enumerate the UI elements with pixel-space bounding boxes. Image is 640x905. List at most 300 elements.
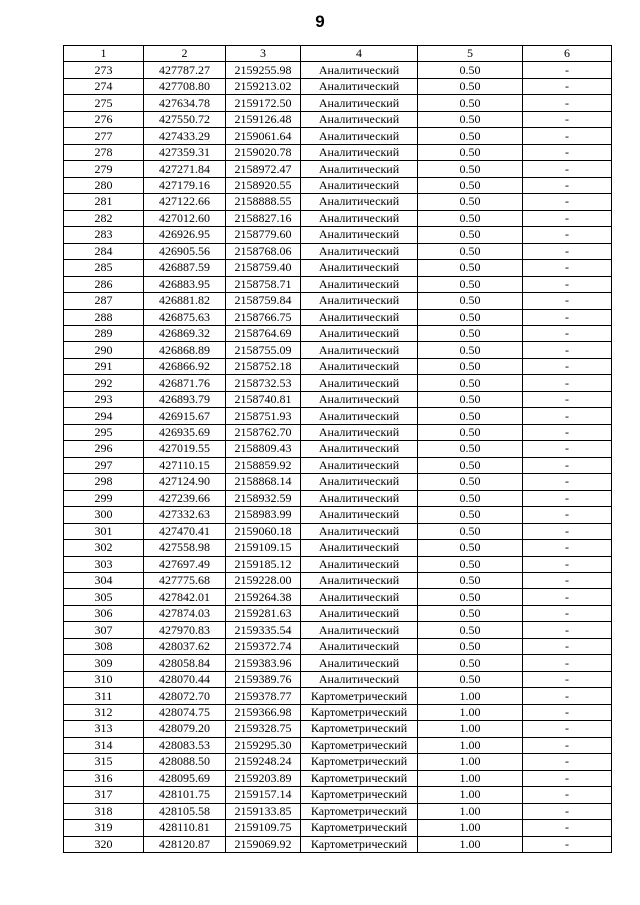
table-cell: - xyxy=(523,820,612,836)
table-cell: 0.50 xyxy=(418,78,523,94)
table-cell: - xyxy=(523,457,612,473)
table-cell: 0.50 xyxy=(418,210,523,226)
table-row xyxy=(64,770,612,786)
table-row xyxy=(64,95,612,111)
table-cell: Аналитический xyxy=(301,358,418,374)
table-cell: - xyxy=(523,227,612,243)
table-row xyxy=(64,177,612,193)
table-cell: Аналитический xyxy=(301,424,418,440)
table-cell: 428110.81 xyxy=(144,820,226,836)
table-cell: 427271.84 xyxy=(144,161,226,177)
table-cell: - xyxy=(523,803,612,819)
table-cell: Картометрический xyxy=(301,754,418,770)
table-cell: 427332.63 xyxy=(144,507,226,523)
table-cell: 2159389.76 xyxy=(226,671,301,687)
table-cell: 2159372.74 xyxy=(226,638,301,654)
table-cell: - xyxy=(523,737,612,753)
table-cell: Аналитический xyxy=(301,605,418,621)
table-cell: 0.50 xyxy=(418,227,523,243)
table-cell: - xyxy=(523,111,612,127)
table-cell: 428083.53 xyxy=(144,737,226,753)
table-body xyxy=(64,62,612,853)
table-cell: 427239.66 xyxy=(144,490,226,506)
column-header: 3 xyxy=(226,46,301,62)
table-cell: 303 xyxy=(64,556,144,572)
table-cell: 0.50 xyxy=(418,589,523,605)
table-cell: 426905.56 xyxy=(144,243,226,259)
table-row xyxy=(64,309,612,325)
table-cell: 2158809.43 xyxy=(226,441,301,457)
table-cell: 295 xyxy=(64,424,144,440)
table-cell: 0.50 xyxy=(418,540,523,556)
table-cell: 2158888.55 xyxy=(226,194,301,210)
table-cell: - xyxy=(523,573,612,589)
table-cell: 2158932.59 xyxy=(226,490,301,506)
table-cell: 426887.59 xyxy=(144,260,226,276)
table-cell: 0.50 xyxy=(418,309,523,325)
table-row xyxy=(64,424,612,440)
table-cell: 428120.87 xyxy=(144,836,226,852)
table-row xyxy=(64,622,612,638)
table-row xyxy=(64,391,612,407)
table-cell: 0.50 xyxy=(418,194,523,210)
table-cell: 2158758.71 xyxy=(226,276,301,292)
table-cell: 2159213.02 xyxy=(226,78,301,94)
table-cell: - xyxy=(523,293,612,309)
table-row xyxy=(64,276,612,292)
table-cell: 2158752.18 xyxy=(226,358,301,374)
table-row xyxy=(64,210,612,226)
table-cell: 426893.79 xyxy=(144,391,226,407)
table-cell: Аналитический xyxy=(301,78,418,94)
table-cell: Аналитический xyxy=(301,490,418,506)
table-cell: - xyxy=(523,144,612,160)
table-cell: 0.50 xyxy=(418,573,523,589)
table-cell: 2159109.15 xyxy=(226,540,301,556)
table-cell: 276 xyxy=(64,111,144,127)
table-cell: 2159069.92 xyxy=(226,836,301,852)
table-cell: 281 xyxy=(64,194,144,210)
table-cell: 2159109.75 xyxy=(226,820,301,836)
table-cell: Картометрический xyxy=(301,688,418,704)
table-cell: 2158755.09 xyxy=(226,342,301,358)
table-cell: Аналитический xyxy=(301,671,418,687)
table-cell: 279 xyxy=(64,161,144,177)
table-cell: Картометрический xyxy=(301,770,418,786)
table-cell: 426875.63 xyxy=(144,309,226,325)
table-cell: Аналитический xyxy=(301,474,418,490)
table-cell: 2158920.55 xyxy=(226,177,301,193)
table-cell: 0.50 xyxy=(418,128,523,144)
table-row xyxy=(64,803,612,819)
column-header: 5 xyxy=(418,46,523,62)
table-cell: 427179.16 xyxy=(144,177,226,193)
table-row xyxy=(64,78,612,94)
table-cell: 2158732.53 xyxy=(226,375,301,391)
table-cell: 427874.03 xyxy=(144,605,226,621)
table-cell: - xyxy=(523,655,612,671)
table-cell: 2159126.48 xyxy=(226,111,301,127)
table-cell: 2158766.75 xyxy=(226,309,301,325)
table-cell: 317 xyxy=(64,787,144,803)
table-cell: Аналитический xyxy=(301,111,418,127)
table-cell: 2158779.60 xyxy=(226,227,301,243)
table-cell: 427470.41 xyxy=(144,523,226,539)
table-cell: Аналитический xyxy=(301,227,418,243)
table-cell: - xyxy=(523,78,612,94)
table-cell: - xyxy=(523,474,612,490)
table-cell: 0.50 xyxy=(418,95,523,111)
table-cell: Аналитический xyxy=(301,309,418,325)
table-cell: 0.50 xyxy=(418,655,523,671)
table-cell: Аналитический xyxy=(301,507,418,523)
table-cell: 296 xyxy=(64,441,144,457)
table-cell: 428095.69 xyxy=(144,770,226,786)
table-row xyxy=(64,820,612,836)
table-cell: 427970.83 xyxy=(144,622,226,638)
table-cell: 1.00 xyxy=(418,737,523,753)
table-cell: 274 xyxy=(64,78,144,94)
table-cell: 288 xyxy=(64,309,144,325)
table-cell: 427775.68 xyxy=(144,573,226,589)
table-cell: 427842.01 xyxy=(144,589,226,605)
table-cell: 309 xyxy=(64,655,144,671)
table-cell: - xyxy=(523,556,612,572)
table-cell: 294 xyxy=(64,408,144,424)
table-cell: - xyxy=(523,622,612,638)
table-cell: - xyxy=(523,754,612,770)
table-cell: - xyxy=(523,721,612,737)
table-cell: 0.50 xyxy=(418,556,523,572)
table-cell: 289 xyxy=(64,325,144,341)
table-cell: 2159203.89 xyxy=(226,770,301,786)
table-cell: - xyxy=(523,704,612,720)
table-cell: - xyxy=(523,770,612,786)
table-cell: 299 xyxy=(64,490,144,506)
table-row xyxy=(64,227,612,243)
table-cell: 0.50 xyxy=(418,358,523,374)
table-cell: 306 xyxy=(64,605,144,621)
table-cell: 2159378.77 xyxy=(226,688,301,704)
table-cell: 0.50 xyxy=(418,622,523,638)
table-cell: - xyxy=(523,787,612,803)
coordinates-table xyxy=(63,45,612,853)
table-cell: 426935.69 xyxy=(144,424,226,440)
table-row xyxy=(64,688,612,704)
table-row xyxy=(64,721,612,737)
table-cell: Картометрический xyxy=(301,704,418,720)
table-row xyxy=(64,457,612,473)
table-cell: 2159295.30 xyxy=(226,737,301,753)
table-cell: 0.50 xyxy=(418,474,523,490)
table-cell: 426869.32 xyxy=(144,325,226,341)
table-cell: Аналитический xyxy=(301,260,418,276)
table-cell: 286 xyxy=(64,276,144,292)
table-cell: Аналитический xyxy=(301,144,418,160)
table-cell: 1.00 xyxy=(418,803,523,819)
table-cell: 427708.80 xyxy=(144,78,226,94)
column-header: 1 xyxy=(64,46,144,62)
table-cell: 427110.15 xyxy=(144,457,226,473)
table-cell: 0.50 xyxy=(418,441,523,457)
table-cell: - xyxy=(523,342,612,358)
table-cell: Аналитический xyxy=(301,589,418,605)
table-cell: 1.00 xyxy=(418,836,523,852)
table-cell: 2159185.12 xyxy=(226,556,301,572)
table-cell: 427433.29 xyxy=(144,128,226,144)
table-cell: 291 xyxy=(64,358,144,374)
table-cell: 0.50 xyxy=(418,260,523,276)
table-cell: - xyxy=(523,424,612,440)
table-cell: Аналитический xyxy=(301,243,418,259)
table-cell: Аналитический xyxy=(301,375,418,391)
table-cell: 2158827.16 xyxy=(226,210,301,226)
table-cell: 426926.95 xyxy=(144,227,226,243)
table-row xyxy=(64,655,612,671)
table-cell: 2159255.98 xyxy=(226,62,301,78)
table-cell: 298 xyxy=(64,474,144,490)
table-cell: 318 xyxy=(64,803,144,819)
table-cell: 2159060.18 xyxy=(226,523,301,539)
table-cell: 426883.95 xyxy=(144,276,226,292)
table-cell: 314 xyxy=(64,737,144,753)
table-cell: - xyxy=(523,210,612,226)
table-cell: Аналитический xyxy=(301,457,418,473)
table-cell: 2158972.47 xyxy=(226,161,301,177)
table-row xyxy=(64,671,612,687)
table-cell: 320 xyxy=(64,836,144,852)
table-cell: 302 xyxy=(64,540,144,556)
table-cell: 2158740.81 xyxy=(226,391,301,407)
table-cell: Аналитический xyxy=(301,161,418,177)
table-cell: 316 xyxy=(64,770,144,786)
table-cell: 427359.31 xyxy=(144,144,226,160)
table-cell: 0.50 xyxy=(418,144,523,160)
table-row xyxy=(64,556,612,572)
table-row xyxy=(64,507,612,523)
table-cell: - xyxy=(523,688,612,704)
table-cell: 0.50 xyxy=(418,161,523,177)
table-cell: - xyxy=(523,490,612,506)
table-cell: 2159133.85 xyxy=(226,803,301,819)
table-cell: 2159172.50 xyxy=(226,95,301,111)
table-cell: Аналитический xyxy=(301,128,418,144)
table-cell: 1.00 xyxy=(418,754,523,770)
table-cell: 319 xyxy=(64,820,144,836)
table-cell: 0.50 xyxy=(418,507,523,523)
table-cell: - xyxy=(523,95,612,111)
table-cell: - xyxy=(523,441,612,457)
table-cell: 2159248.24 xyxy=(226,754,301,770)
table-cell: 2158759.84 xyxy=(226,293,301,309)
table-cell: - xyxy=(523,276,612,292)
table-cell: 2159383.96 xyxy=(226,655,301,671)
table-cell: 427550.72 xyxy=(144,111,226,127)
table-cell: 2159264.38 xyxy=(226,589,301,605)
table-cell: - xyxy=(523,325,612,341)
table-cell: 2159328.75 xyxy=(226,721,301,737)
table-cell: 427634.78 xyxy=(144,95,226,111)
table-cell: 427697.49 xyxy=(144,556,226,572)
table-cell: 305 xyxy=(64,589,144,605)
table-cell: Картометрический xyxy=(301,721,418,737)
table-cell: 1.00 xyxy=(418,704,523,720)
table-cell: Картометрический xyxy=(301,787,418,803)
table-row xyxy=(64,293,612,309)
table-cell: - xyxy=(523,128,612,144)
table-row xyxy=(64,523,612,539)
table-cell: 308 xyxy=(64,638,144,654)
table-cell: - xyxy=(523,589,612,605)
table-cell: 427558.98 xyxy=(144,540,226,556)
table-cell: 427124.90 xyxy=(144,474,226,490)
table-cell: 282 xyxy=(64,210,144,226)
column-header: 4 xyxy=(301,46,418,62)
table-row xyxy=(64,325,612,341)
table-cell: 2158859.92 xyxy=(226,457,301,473)
table-cell: Картометрический xyxy=(301,737,418,753)
table-row xyxy=(64,128,612,144)
table-cell: 0.50 xyxy=(418,605,523,621)
table-cell: 428072.70 xyxy=(144,688,226,704)
table-cell: 2158768.06 xyxy=(226,243,301,259)
table-cell: 273 xyxy=(64,62,144,78)
table-cell: 290 xyxy=(64,342,144,358)
table-cell: 427019.55 xyxy=(144,441,226,457)
table-cell: Аналитический xyxy=(301,573,418,589)
table-cell: 0.50 xyxy=(418,293,523,309)
table-cell: 292 xyxy=(64,375,144,391)
table-cell: - xyxy=(523,540,612,556)
table-cell: Картометрический xyxy=(301,836,418,852)
table-cell: 426866.92 xyxy=(144,358,226,374)
table-row xyxy=(64,754,612,770)
table-cell: Аналитический xyxy=(301,276,418,292)
table-cell: 428074.75 xyxy=(144,704,226,720)
table-cell: 0.50 xyxy=(418,243,523,259)
table-row xyxy=(64,358,612,374)
table-row xyxy=(64,573,612,589)
table-cell: 2159335.54 xyxy=(226,622,301,638)
table-cell: Аналитический xyxy=(301,540,418,556)
table-cell: - xyxy=(523,671,612,687)
table-cell: 1.00 xyxy=(418,721,523,737)
table-cell: 2159061.64 xyxy=(226,128,301,144)
table-cell: 428058.84 xyxy=(144,655,226,671)
table-cell: - xyxy=(523,375,612,391)
table-row xyxy=(64,260,612,276)
table-row xyxy=(64,474,612,490)
table-cell: 428105.58 xyxy=(144,803,226,819)
table-cell: Аналитический xyxy=(301,325,418,341)
table-row xyxy=(64,111,612,127)
table-row xyxy=(64,144,612,160)
table-cell: Аналитический xyxy=(301,293,418,309)
table-cell: 307 xyxy=(64,622,144,638)
table-row xyxy=(64,375,612,391)
table-cell: 2159366.98 xyxy=(226,704,301,720)
table-cell: 0.50 xyxy=(418,408,523,424)
table-cell: - xyxy=(523,605,612,621)
table-cell: 426915.67 xyxy=(144,408,226,424)
table-cell: 2159281.63 xyxy=(226,605,301,621)
table-row xyxy=(64,408,612,424)
table-cell: - xyxy=(523,194,612,210)
table-cell: - xyxy=(523,62,612,78)
table-cell: Аналитический xyxy=(301,523,418,539)
table-cell: 428088.50 xyxy=(144,754,226,770)
table-cell: 2158762.70 xyxy=(226,424,301,440)
header-row xyxy=(64,46,612,62)
table-cell: 301 xyxy=(64,523,144,539)
table-cell: - xyxy=(523,358,612,374)
table-cell: 0.50 xyxy=(418,638,523,654)
table-cell: 311 xyxy=(64,688,144,704)
table-row xyxy=(64,490,612,506)
table-cell: Аналитический xyxy=(301,441,418,457)
table-cell: - xyxy=(523,408,612,424)
table-cell: 0.50 xyxy=(418,325,523,341)
table-row xyxy=(64,62,612,78)
table-cell: 1.00 xyxy=(418,787,523,803)
table-row xyxy=(64,540,612,556)
table-cell: 277 xyxy=(64,128,144,144)
table-cell: 284 xyxy=(64,243,144,259)
table-cell: 2158759.40 xyxy=(226,260,301,276)
table-cell: - xyxy=(523,243,612,259)
table-cell: 304 xyxy=(64,573,144,589)
table-cell: - xyxy=(523,836,612,852)
table-cell: 293 xyxy=(64,391,144,407)
table-cell: 428101.75 xyxy=(144,787,226,803)
table-cell: 426871.76 xyxy=(144,375,226,391)
table-cell: - xyxy=(523,638,612,654)
column-header: 6 xyxy=(523,46,612,62)
table-cell: 1.00 xyxy=(418,820,523,836)
table-cell: 428070.44 xyxy=(144,671,226,687)
table-cell: 0.50 xyxy=(418,177,523,193)
table-cell: 0.50 xyxy=(418,276,523,292)
table-cell: 0.50 xyxy=(418,671,523,687)
table-cell: 2158983.99 xyxy=(226,507,301,523)
table-cell: 0.50 xyxy=(418,457,523,473)
table-cell: 427012.60 xyxy=(144,210,226,226)
table-row xyxy=(64,704,612,720)
table-cell: Аналитический xyxy=(301,342,418,358)
table-cell: 312 xyxy=(64,704,144,720)
table-cell: 427122.66 xyxy=(144,194,226,210)
table-row xyxy=(64,589,612,605)
table-cell: 278 xyxy=(64,144,144,160)
table-cell: Аналитический xyxy=(301,655,418,671)
table-cell: Аналитический xyxy=(301,62,418,78)
table-cell: Картометрический xyxy=(301,820,418,836)
table-cell: 0.50 xyxy=(418,424,523,440)
table-cell: 300 xyxy=(64,507,144,523)
table-cell: 2159020.78 xyxy=(226,144,301,160)
table-cell: Аналитический xyxy=(301,622,418,638)
table-cell: Картометрический xyxy=(301,803,418,819)
table-cell: 287 xyxy=(64,293,144,309)
table-row xyxy=(64,836,612,852)
table-row xyxy=(64,342,612,358)
table-cell: 0.50 xyxy=(418,391,523,407)
table-row xyxy=(64,161,612,177)
table-cell: - xyxy=(523,507,612,523)
table-cell: 275 xyxy=(64,95,144,111)
table-cell: 426881.82 xyxy=(144,293,226,309)
table-cell: 310 xyxy=(64,671,144,687)
